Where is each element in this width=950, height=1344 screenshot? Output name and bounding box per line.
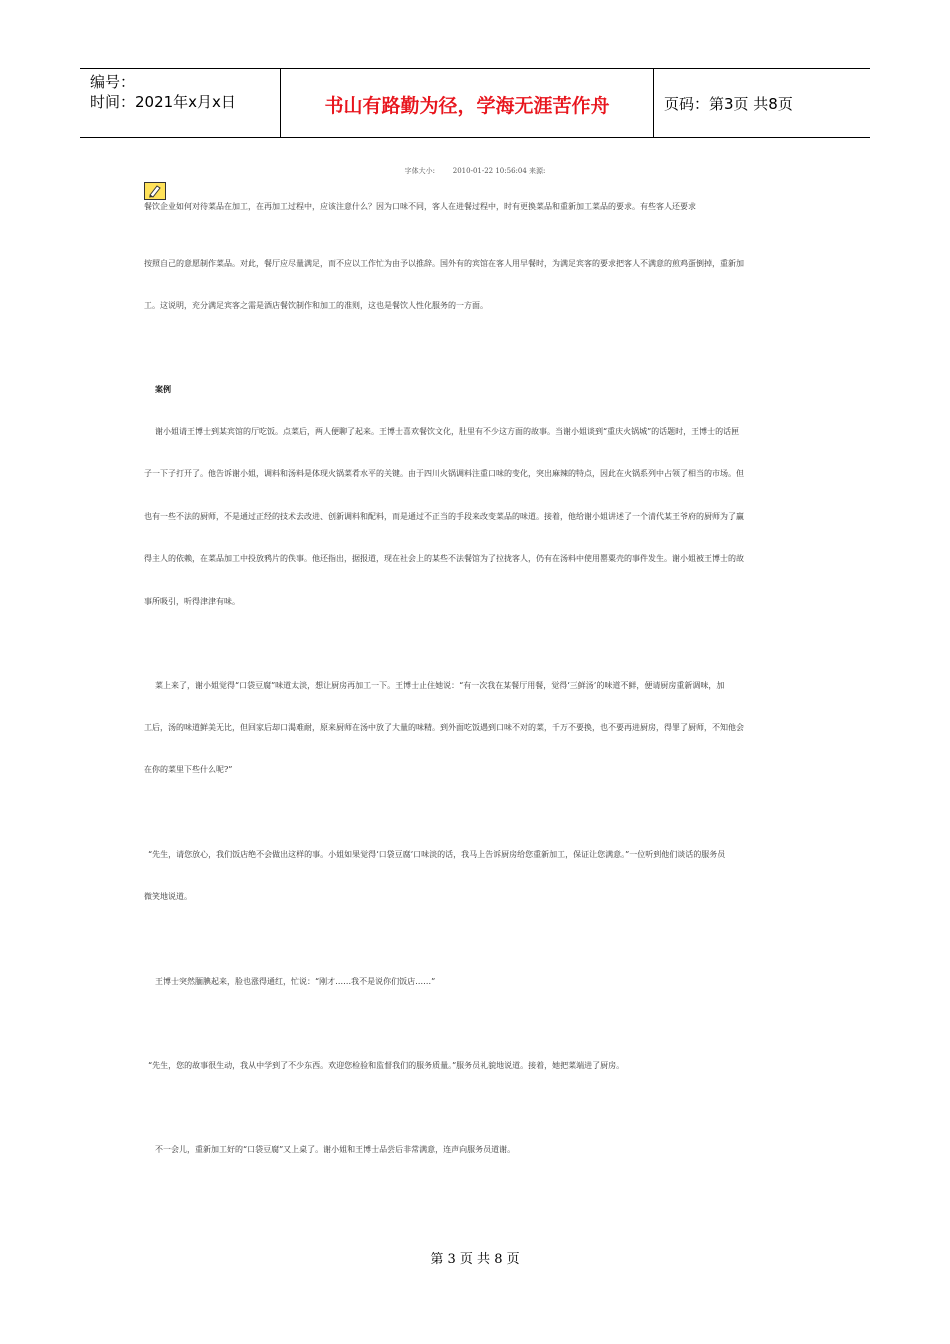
case-heading: 案例 [155,384,171,394]
paragraph-line: 按照自己的意愿制作菜品。对此，餐厅应尽量满足，而不应以工作忙为由予以推辞。国外有的宾馆在客人用早餐时，为满足宾客的要求把客人不满意的煎鸡蛋倒掉，重新加 [144,259,744,268]
paragraph-line: 不一会儿，重新加工好的“口袋豆腐”又上桌了。谢小姐和王博士品尝后非常满意，连声向服务员道谢。 [155,1145,516,1154]
paragraph-line: 工。这说明，充分满足宾客之需是酒店餐饮制作和加工的准则，这也是餐饮人性化服务的一方面。 [144,301,488,310]
time-label: 时间：2021年x月x日 [90,93,236,111]
paragraph-line: “先生，请您放心，我们饭店绝不会做出这样的事。小姐如果觉得‘口袋豆腐’口味淡的话，我马上告诉厨房给您重新加工，保证让您满意。”一位听到他们谈话的服务员 [148,850,726,859]
paragraph-line: 得主人的依赖，在菜品加工中投放鸦片的佚事。他还指出，据报道，现在社会上的某些不法餐馆为了拉拢客人，仍有在汤料中使用罂粟壳的事件发生。谢小姐被王博士的故 [144,554,744,563]
document-header [80,68,870,138]
header-page-info: 页码：第3页 共8页 [664,95,793,113]
number-label: 编号： [90,73,136,91]
header-motto: 书山有路勤为径，学海无涯苦作舟 [324,95,610,117]
paragraph-line: 事所吸引，听得津津有味。 [144,597,240,606]
paragraph-line: “先生，您的故事很生动，我从中学到了不少东西。欢迎您检验和监督我们的服务质量。”服务员礼貌地说道。接着，她把菜端进了厨房。 [148,1061,625,1070]
header-middle-cell [281,69,654,137]
paragraph-line: 子一下子打开了。他告诉谢小姐，调料和汤料是体现火锅菜肴水平的关键。由于四川火锅调料注重口味的变化，突出麻辣的特点，因此在火锅系列中占领了相当的市场。但 [144,469,744,478]
paragraph-line: 在你的菜里下些什么呢?” [144,765,233,774]
paragraph-line: 谢小姐请王博士到某宾馆的厅吃饭。点菜后，两人便聊了起来。王博士喜欢餐饮文化，肚里有不少这方面的故事。当谢小姐谈到“重庆火锅城”的话题时，王博士的话匣 [155,427,740,436]
edit-pencil-icon[interactable] [144,182,166,200]
article-meta: 字体大小: 2010-01-22 10:56:04 来源: [404,167,546,175]
header-left-cell [80,69,281,137]
page-footer: 第 3 页 共 8 页 [430,1252,520,1267]
paragraph-line: 餐饮企业如何对待菜品在加工，在再加工过程中，应该注意什么？因为口味不同，客人在进餐过程中，时有更换菜品和重新加工菜品的要求。有些客人还要求 [144,202,696,211]
paragraph-line: 王博士突然腼腆起来，脸也涨得通红，忙说：“刚才……我不是说你们饭店……” [155,977,436,986]
paragraph-line: 微笑地说道。 [144,892,192,901]
paragraph-line: 工后，汤的味道鲜美无比，但回家后却口渴难耐，原来厨师在汤中放了大量的味精。到外面吃饭遇到口味不对的菜，千万不要换，也不要再进厨房，得罪了厨师，不知他会 [144,723,744,732]
paragraph-line: 菜上来了，谢小姐觉得“口袋豆腐”味道太淡，想让厨房再加工一下。王博士止住她说：“有一次我在某餐厅用餐，觉得‘三鲜汤’的味道不鲜，便请厨房重新调味，加 [155,681,725,690]
paragraph-line: 也有一些不法的厨师，不是通过正经的技术去改进、创新调料和配料，而是通过不正当的手段来改变菜品的味道。接着，他给谢小姐讲述了一个清代某王爷府的厨师为了赢 [144,512,744,521]
header-right-cell [654,69,870,137]
